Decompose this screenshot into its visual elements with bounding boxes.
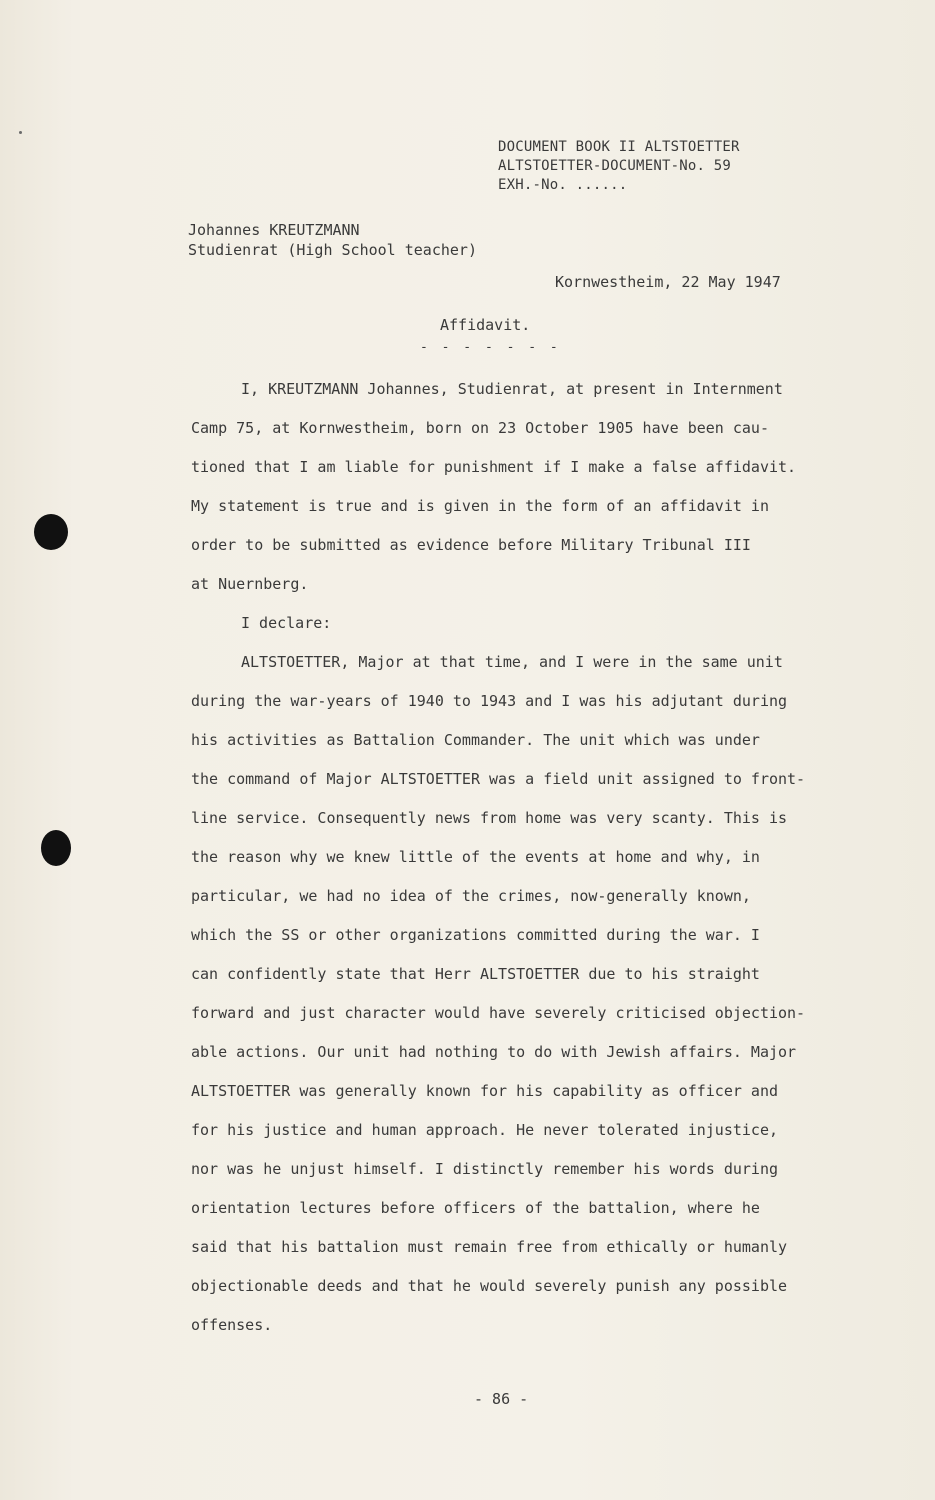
body-line: which the SS or other organizations committed during the war. I: [191, 926, 760, 944]
body-line: for his justice and human approach. He never tolerated injustice,: [191, 1121, 778, 1139]
title-underline: - - - - - - -: [420, 340, 561, 355]
author-title: Studienrat (High School teacher): [188, 241, 477, 259]
punch-hole-bottom: [41, 830, 71, 866]
body-line: the command of Major ALTSTOETTER was a field unit assigned to front-: [191, 770, 806, 788]
body-line: during the war-years of 1940 to 1943 and I was his adjutant during: [191, 692, 788, 710]
body-line: offenses.: [191, 1316, 273, 1334]
body-line: I, KREUTZMANN Johannes, Studienrat, at present in Internment: [241, 380, 783, 398]
body-line: objectionable deeds and that he would severely punish any possible: [191, 1277, 788, 1295]
paper-speck: [19, 131, 22, 134]
document-title: Affidavit.: [440, 316, 531, 334]
affidavit-body: [191, 370, 851, 1345]
body-line: Camp 75, at Kornwestheim, born on 23 October 1905 have been cau-: [191, 419, 769, 437]
document-number-line: ALTSTOETTER-DOCUMENT-No. 59: [498, 158, 731, 174]
exhibit-number-line: EXH.-No. ......: [498, 177, 628, 193]
body-line: nor was he unjust himself. I distinctly remember his words during: [191, 1160, 778, 1178]
body-line: able actions. Our unit had nothing to do with Jewish affairs. Major: [191, 1043, 797, 1061]
body-line: My statement is true and is given in the form of an affidavit in: [191, 497, 769, 515]
body-line: his activities as Battalion Commander. The unit which was under: [191, 731, 760, 749]
body-line: tioned that I am liable for punishment if I make a false affidavit.: [191, 458, 797, 476]
body-line: at Nuernberg.: [191, 575, 309, 593]
body-line: forward and just character would have severely criticised objection-: [191, 1004, 806, 1022]
author-block: [188, 220, 477, 260]
body-line: particular, we had no idea of the crimes, now-generally known,: [191, 887, 751, 905]
page-number: - 86 -: [474, 1390, 529, 1408]
body-line: orientation lectures before officers of the battalion, where he: [191, 1199, 760, 1217]
body-line: can confidently state that Herr ALTSTOETTER due to his straight: [191, 965, 760, 983]
body-line: said that his battalion must remain free from ethically or humanly: [191, 1238, 788, 1256]
place-date: Kornwestheim, 22 May 1947: [555, 273, 781, 291]
body-line: the reason why we knew little of the events at home and why, in: [191, 848, 760, 866]
author-name: Johannes KREUTZMANN: [188, 221, 360, 239]
document-book-line: DOCUMENT BOOK II ALTSTOETTER: [498, 139, 740, 155]
body-line: ALTSTOETTER was generally known for his capability as officer and: [191, 1082, 778, 1100]
document-reference-block: [498, 138, 740, 195]
body-line: I declare:: [241, 614, 332, 632]
punch-hole-top: [34, 514, 68, 550]
body-line: ALTSTOETTER, Major at that time, and I were in the same unit: [241, 653, 783, 671]
body-line: order to be submitted as evidence before Military Tribunal III: [191, 536, 751, 554]
body-line: line service. Consequently news from home was very scanty. This is: [191, 809, 788, 827]
